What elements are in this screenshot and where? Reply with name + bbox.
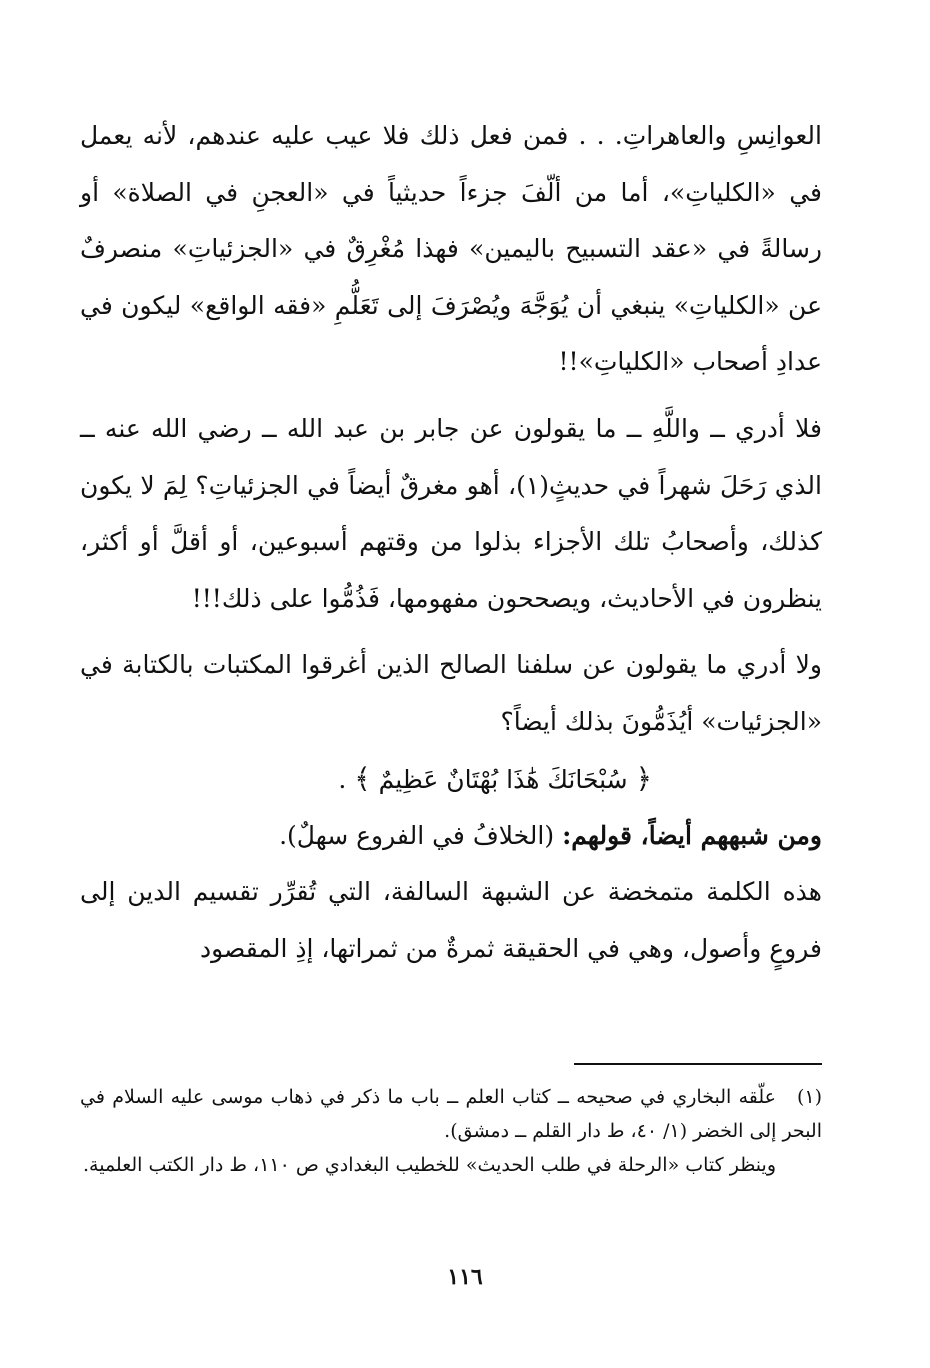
verse-end: . (338, 764, 355, 794)
footnote-number: (١) (796, 1086, 822, 1108)
footnote-2 (80, 1148, 822, 1182)
heading-rest: (الخلافُ في الفروع سهلٌ). (279, 820, 563, 850)
verse-open-bracket: ﴿ (635, 761, 652, 795)
footnote-1 (80, 1080, 822, 1148)
main-text (80, 108, 822, 977)
footnotes (80, 1080, 822, 1182)
paragraph-3: ولا أدري ما يقولون عن سلفنا الصالح الذين أغرقوا المكتبات بالكتابة في «الجزئيات» أيُذَمُّونَ بذلك أيضاً؟ (80, 650, 822, 736)
heading-bold: ومن شبههم أيضاً، قولهم: (562, 820, 822, 850)
section-heading (80, 808, 822, 865)
paragraph-4: هذه الكلمة متمخضة عن الشبهة السالفة، التي تُقرِّر تقسيم الدين إلى فروعٍ وأصول، وهي في الحقيقة ثمرةٌ من ثمراتها، إذِ المقصود (80, 877, 822, 963)
footnote-divider (574, 1063, 822, 1065)
verse-close-bracket: ﴾ (354, 761, 371, 795)
paragraph-2: فلا أدري ــ واللَّهِ ــ ما يقولون عن جابر بن عبد الله ــ رضي الله عنه ــ الذي رَحَلَ شهراً في حديثٍ(١)، أهو مغرقٌ أيضاً في الجزئياتِ؟ لِمَ لا يكون كذلك، وأصحابُ تلك الأجزاء بذلوا من وقتهم أسبوعين، أو أقلَّ أو أكثر، ينظرون في الأحاديث، ويصححون مفهومها، فَذُمُّوا على ذلك!!! (80, 413, 822, 613)
quran-verse (80, 751, 822, 808)
page-number: ١١٦ (447, 1264, 483, 1290)
footnote-text: علّقه البخاري في صحيحه ــ كتاب العلم ــ باب ما ذكر في ذهاب موسى عليه السلام في البحر إلى الخضر (١/ ٤٠، ط دار القلم ــ دمشق). (80, 1086, 822, 1142)
footnote-text: وينظر كتاب «الرحلة في طلب الحديث» للخطيب البغدادي ص ١١٠، ط دار الكتب العلمية. (82, 1154, 776, 1176)
verse-text: سُبْحَانَكَ هَٰذَا بُهْتَانٌ عَظِيمٌ (378, 764, 628, 794)
paragraph-1: العوانِسِ والعاهراتِ. . . فمن فعل ذلك فلا عيب عليه عندهم، لأنه يعمل في «الكلياتِ»، أما من ألّفَ جزءاً حديثياً في «العجنِ في الصلاة» أو رسالةً في «عقد التسبيح باليمين» فهذا مُغْرِقٌ في «الجزئياتِ» منصرفٌ عن «الكلياتِ» ينبغي أن يُوَجَّهَ ويُصْرَفَ إلى تَعَلُّمِ «فقه الواقع» ليكون في عدادِ أصحاب «الكلياتِ»!! (80, 121, 822, 377)
